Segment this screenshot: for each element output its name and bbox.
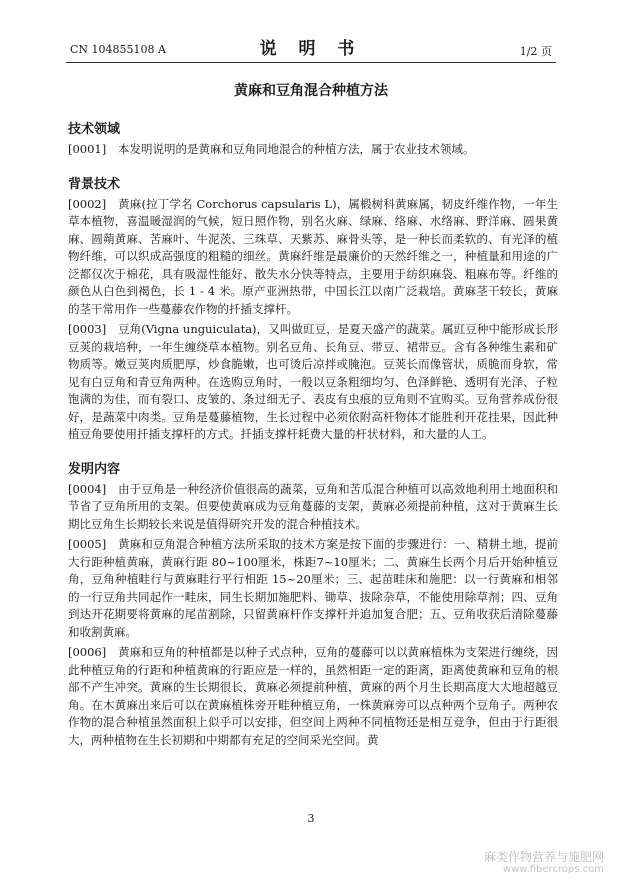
paragraph	[68, 321, 558, 444]
paragraph-text: 本发明说明的是黄麻和豆角同地混合的种植方法，属于农业技术领域。	[118, 142, 475, 156]
paragraph-number: [0005]	[68, 537, 107, 551]
paragraph-text: 豆角(Vigna unguiculata)，又叫做豇豆，是夏天盛产的蔬菜。属豇豆种中能形成长形豆荚的栽培种，一年生缠绕草本植物。别名豆角、长角豆、带豆、裙带豆。含有各种维生素和矿物质等。嫩豆荚肉质肥厚，炒食脆嫩，也可烫后凉拌或腌泡。豆荚长而像管状，质脆而身软，常见有白豆角和青豆角两种。在选购豆角时，一般以豆条粗细均匀、色泽鲜艳、透明有光泽、子粒饱满的为佳，而有裂口、皮皱的、条过细无子、表皮有虫痕的豆角则不宜购买。豆角营养成份很好，是蔬菜中肉类。豆角是蔓藤植物，生长过程中必须依附高杆物体才能胜利开花挂果，因此种植豆角要使用扦插支撑杆的方式。扦插支撑杆耗费大量的杆状材料，和大量的人工。	[68, 322, 558, 441]
patent-number: CN 104855108 A	[70, 43, 166, 56]
paragraph	[68, 536, 558, 641]
paragraph-text: 黄麻和豆角的种植都是以种子式点种，豆角的蔓藤可以以黄麻植株为支架进行缠绕，因此种植豆角的行距和种植黄麻的行距应是一样的，虽然相距一定的距离，距离使黄麻和豆角的根部不产生冲突。黄麻的生长期很长，黄麻必须提前种植，黄麻的两个月生长期高度大大地超越豆角。在木黄麻出来后可以在黄麻植株旁开畦种植豆角，一株黄麻旁可以点种两个豆角子。两种农作物的混合种植虽然面积上似乎可以安排，但空间上两种不同植物还是相互竞争，但由于行距很大，两种植物在生长初期和中期都有充足的空间采光空间。黄	[68, 645, 558, 747]
page-number: 3	[307, 812, 315, 825]
watermark-title: 麻类作物营养与施肥网	[483, 850, 604, 864]
paragraph-text: 由于豆角是一种经济价值很高的蔬菜，豆角和苦瓜混合种植可以高效地利用土地面积和节省了豆角所用的支架。但要使黄麻成为豆角蔓藤的支架，黄麻必须提前种植，这对于黄麻生长期比豆角生长期较长来说是值得研究开发的混合种植技术。	[68, 481, 558, 531]
section-title: 背景技术	[68, 176, 121, 192]
section-summary	[68, 458, 558, 750]
page-info: 1/2 页	[519, 45, 552, 58]
document-type: 说 明 书	[259, 39, 363, 59]
watermark-url: www.fibercrops.com	[502, 864, 604, 875]
document-body	[68, 118, 558, 763]
paragraph	[68, 644, 558, 749]
document-title: 黄麻和豆角混合种植方法	[234, 83, 388, 99]
paragraph-number: [0004]	[68, 481, 107, 496]
paragraph-number: [0001]	[68, 142, 107, 156]
paragraph-text: 黄麻和豆角混合种植方法所采取的技术方案是按下面的步骤进行：一、精耕土地，提前大行距种植黄麻，黄麻行距 80~100厘米，株距7~10厘米；二、黄麻生长两个月后开始种植豆角，豆角种植畦行与黄麻畦行平行相距 15~20厘米；三、起苗畦床和施肥：以一行黄麻和相邻的一行豆角共同起作一畦床，同生长期加施肥料、锄草、拔除杂草，不能使用除草剂；四、豆角到达开花期要将黄麻的尾苗割除，只留黄麻杆作支撑杆并追加复合肥；五、豆角收获后清除蔓藤和收割黄麻。	[68, 537, 558, 639]
paragraph	[68, 196, 558, 319]
section-technical-field	[68, 118, 558, 159]
section-background	[68, 173, 558, 444]
section-title: 发明内容	[68, 461, 121, 477]
paragraph-number: [0002]	[68, 196, 107, 211]
paragraph-number: [0006]	[68, 645, 107, 659]
paragraph	[68, 141, 558, 159]
paragraph-text: 黄麻(拉丁学名 Corchorus capsularis L)，属椴树科黄麻属，韧皮纤维作物，一年生草本植物，喜温暖湿润的气候，短日照作物，别名火麻、绿麻、络麻、水络麻、野洋麻、圆果黄麻、圆蒴黄麻、苦麻叶、牛泥茨、三珠草、天紫苏、麻骨头等，是一种长而柔软的、有光泽的植物纤维，可以织成高强度的粗糙的细丝。黄麻纤维是最廉价的天然纤维之一，种植量和用途的广泛都仅次于棉花，具有吸湿性能好、散失水分快等特点，主要用于纺织麻袋、粗麻布等。纤维的颜色从白色到褐色，长 1 - 4 米。原产亚洲热带，中国长江以南广泛栽培。黄麻茎干较长，黄麻的茎干常用作一些蔓藤农作物的扦插支撑杆。	[68, 196, 558, 316]
paragraph	[68, 481, 558, 534]
header-divider	[66, 62, 556, 63]
section-title: 技术领域	[68, 122, 121, 137]
paragraph-number: [0003]	[68, 322, 107, 336]
